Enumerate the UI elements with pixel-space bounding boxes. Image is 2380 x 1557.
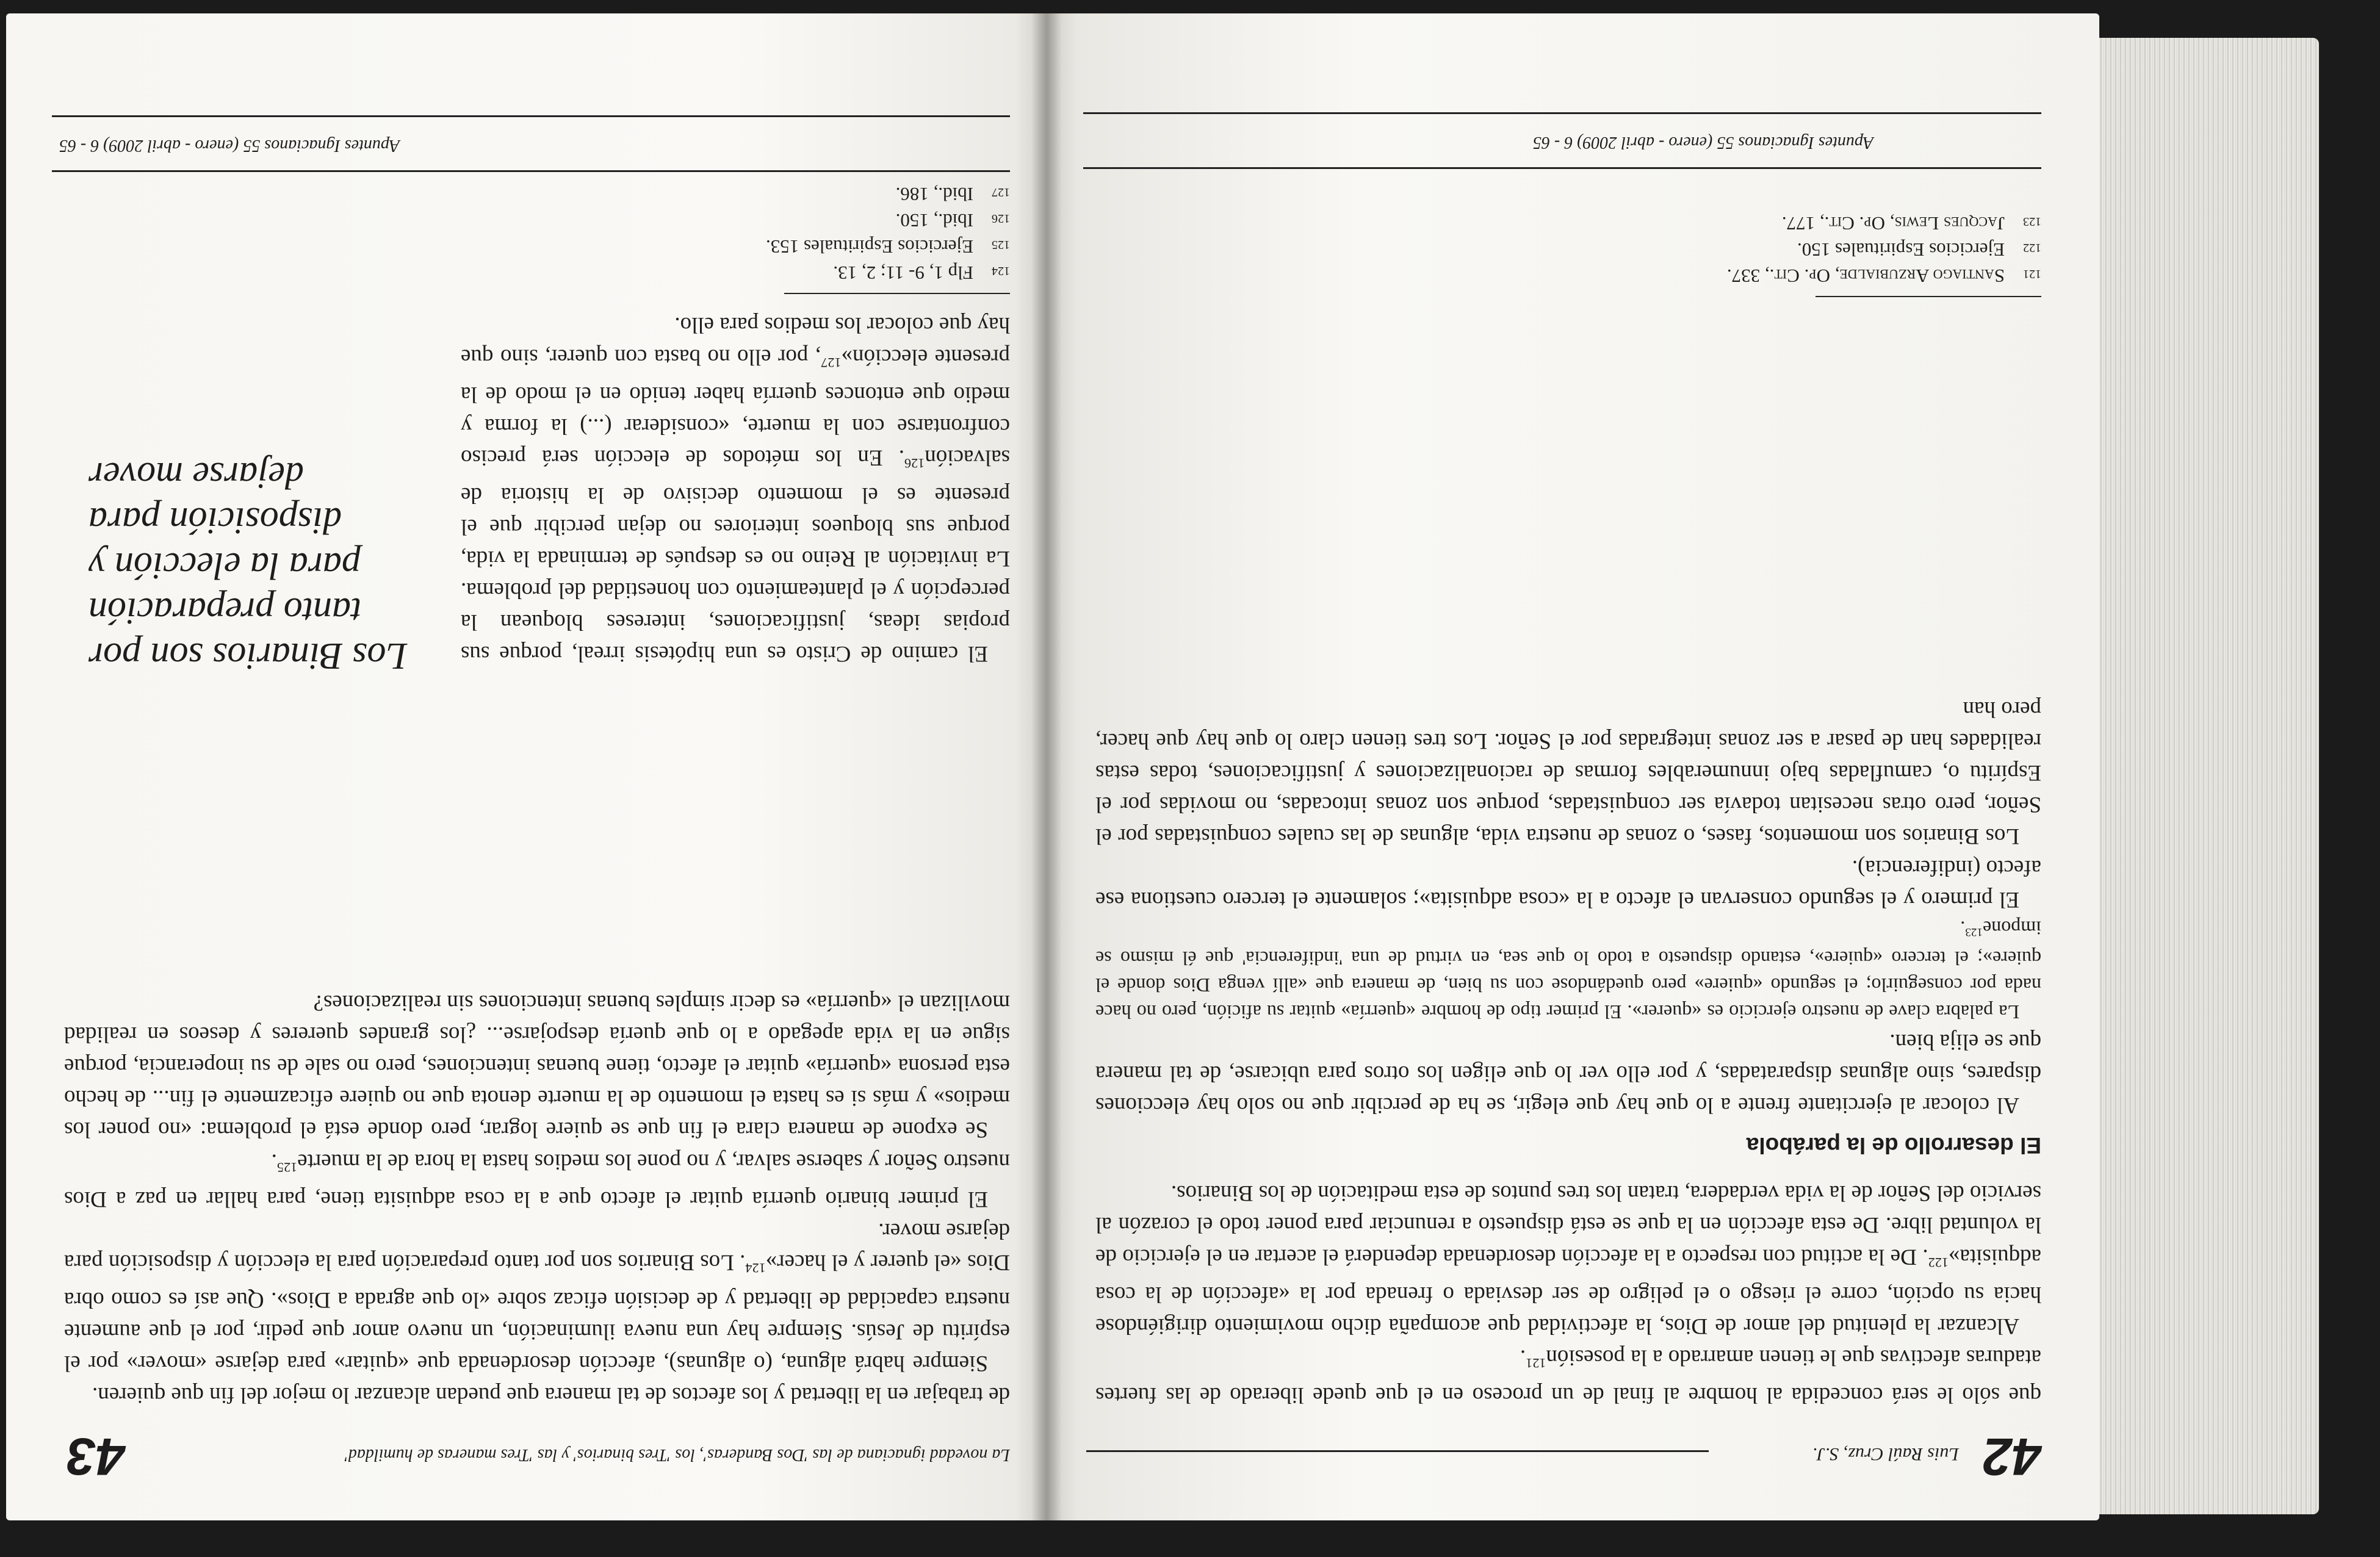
paragraph-4: El primero y el segundo conservan el afecto a la «cosa adquisita»; solamente el tercero cuestiona ese afecto (indiferencia). [1095,855,2041,912]
footnote-rule-left [1816,296,2041,297]
page-number-42: 42 [1983,1427,2041,1486]
body-text-right-column [461,309,1010,669]
footer-rule-top-right [52,170,1010,172]
page-number-43: 43 [67,1427,125,1486]
footnote-127: 127Ibid., 186. [895,184,1010,206]
page-43 [6,13,1047,1520]
footnotes-right [278,180,1010,285]
opening-paragraph-right: de trabajar en la libertad y los afectos de tal manera que puedan alcanzar lo mejor del fin que quieren. [92,1383,1010,1408]
footnote-122: 122Ejercicios Espirituales 150. [1797,239,2041,261]
paragraph-3: La palabra clave de nuestro ejercicio es «querer». El primer tipo de hombre «querría» quitar su afición, pero no hace nada por conseguirlo; el segundo «quiere» pero quedándose con su bien, de manera que «allí venga Dios donde el quiere»; el tercero «quiere», estando dispuesto a todo lo que sea, en virtud de una 'indiferencia' que él mismo se impone$^{123}$. [1095,917,2041,1024]
paragraph-right-3: Se expone de manera clara el fin que se quiere lograr, pero donde está el problema: «no poner los medios» y más si es hasta el momento de la muerte denota que no quiere eficazmente el fin... de hecho esta persona «querría» quitar el afecto, tiene buenas intenciones, pero no sale de su inoperancia, porque sigue en la vida apegado a lo que quería despojarse... ¿los grandes quereres y deseos en realidad movilizan el «querría» es decir simples buenas intenciones sin realizaciones? [64,990,1010,1143]
opening-paragraph: que sólo le será concedida al hombre al final de un proceso en el que quede liberado de las fuertes ataduras afectivas que le tienen amarrado a la posesión$^{121}$. [1095,1345,2041,1408]
footer-rule-bottom-left [1083,112,2041,114]
spine-shadow [1031,13,1062,1520]
paragraph-right-2: El primer binario querría quitar el afecto que a la cosa adquisita tiene, para hallar en paz a Dios nuestro Señor y saberse salvar, y no pone los medios hasta la hora de la muerte$^{125}$. [64,1149,1010,1212]
header-rule-left [1086,1450,1709,1452]
page-42 [1047,13,2099,1520]
body-text-right-top [64,987,1010,1411]
footer-rule-bottom-right [52,115,1010,117]
footer-rule-top-left [1083,167,2041,169]
footer-title-right: Apuntes Ignacianos 55 (enero - abril 2009) 6 - 65 [59,136,400,155]
footer-title-left: Apuntes Ignacianos 55 (enero - abril 2009) 6 - 65 [1532,133,1873,152]
paragraph-2: Al colocar al ejercitante frente a lo que hay que elegir, se ha de percibir que no solo hay elecciones dispares, sino algunas disparatadas, y por ello ver lo que eligen los otros para ubicarse, de tal manera que se elija bien. [1095,1029,2041,1118]
footnote-121: 121Santiago Arzubialde, Op. Cit., 337. [1726,265,2041,287]
section-heading: El desarrollo de la parábola [1746,1133,2041,1159]
page-edges-stack [2075,38,2319,1514]
body-text-left [1095,693,2041,1411]
footnote-126: 126Ibid., 150. [895,210,1010,232]
footnote-124: 124Flp 1, 9- 11; 2, 13. [833,262,1010,284]
footnotes-left [1309,209,2041,288]
footnote-rule-right [784,293,1010,294]
paragraph-right-4: El camino de Cristo es una hipótesis irreal, porque sus propias ideas, justificaciones, intereses bloquean la percepción y el planteamiento con honestidad del problema. La invitación al Reino no es después de terminada la vida, porque sus bloqueos interiores no dejan percibir que el presente es el momento decisivo de la historia de salvación$^{126}$. En los métodos de elección será preciso confrontarse con la muerte, «considerar (...) la forma y medio que entonces querría haber tenido en el modo de la presente elección»$^{127}$, por ello no basta con querer, sino que hay que colocar los medios para ello. [461,312,1010,666]
paragraph-5: Los Binarios son momentos, fases, o zonas de nuestra vida, algunas de las cuales conquistadas por el Señor, pero otras necesitan todavía ser conquistadas, porque son zonas intocadas, no movidas por el Espíritu o, camufladas bajo innumerables formas de racionalizaciones y justificaciones, todas estas realidades han de pasar a ser zonas integradas por el Señor. Los tres tienen claro lo que hay que hacer, pero han [1095,696,2041,849]
footnote-123: 123Jacques Lewis, Op. Cit., 177. [1781,213,2041,235]
paragraph-1: Alcanzar la plenitud del amor de Dios, la afectividad que acompaña dicho movimiento dirigiéndose hacia su opción, corre el riesgo o el peligro de ser desviada o frenada por la «afección de la cosa adquisita»$^{122}$. De la actitud con respecto a la afección desordenada dependerá el acertar en el ejercicio de la voluntad libre. De esta afección en la que se está dispuesto a renunciar para poner todo el corazón al servicio del Señor de la vida verdadera, tratan los tres puntos de esta meditación de los Binarios. [1095,1181,2041,1339]
paragraph-right-1: Siempre habrá alguna, (o algunas), afección desordenada que «quitar» para dejarse «mover» por el espíritu de Jesús. Siempre hay una nueva iluminación, un nuevo amor que pedir, por el que aumente nuestra capacidad de libertad y de decisión eficaz sobre «lo que agrada a Dios». Que así es como obra Dios «el querer y el hacer»$^{124}$. Los Binarios son por tanto preparación para la elección y disposición para dejarse mover. [64,1218,1010,1376]
footnote-125: 125Ejercicios Espirituales 153. [765,236,1010,258]
pull-quote: Los Binarios son por tanto preparación para la elección y disposición para dejarse mover [88,455,407,677]
running-head-left: Luis Raúl Cruz, S.J. [1812,1444,1959,1464]
running-head-right: La novedad ignaciana de las 'Dos Banderas', los 'Tres binarios' y las 'Tres maneras de humildad' [344,1445,1010,1464]
